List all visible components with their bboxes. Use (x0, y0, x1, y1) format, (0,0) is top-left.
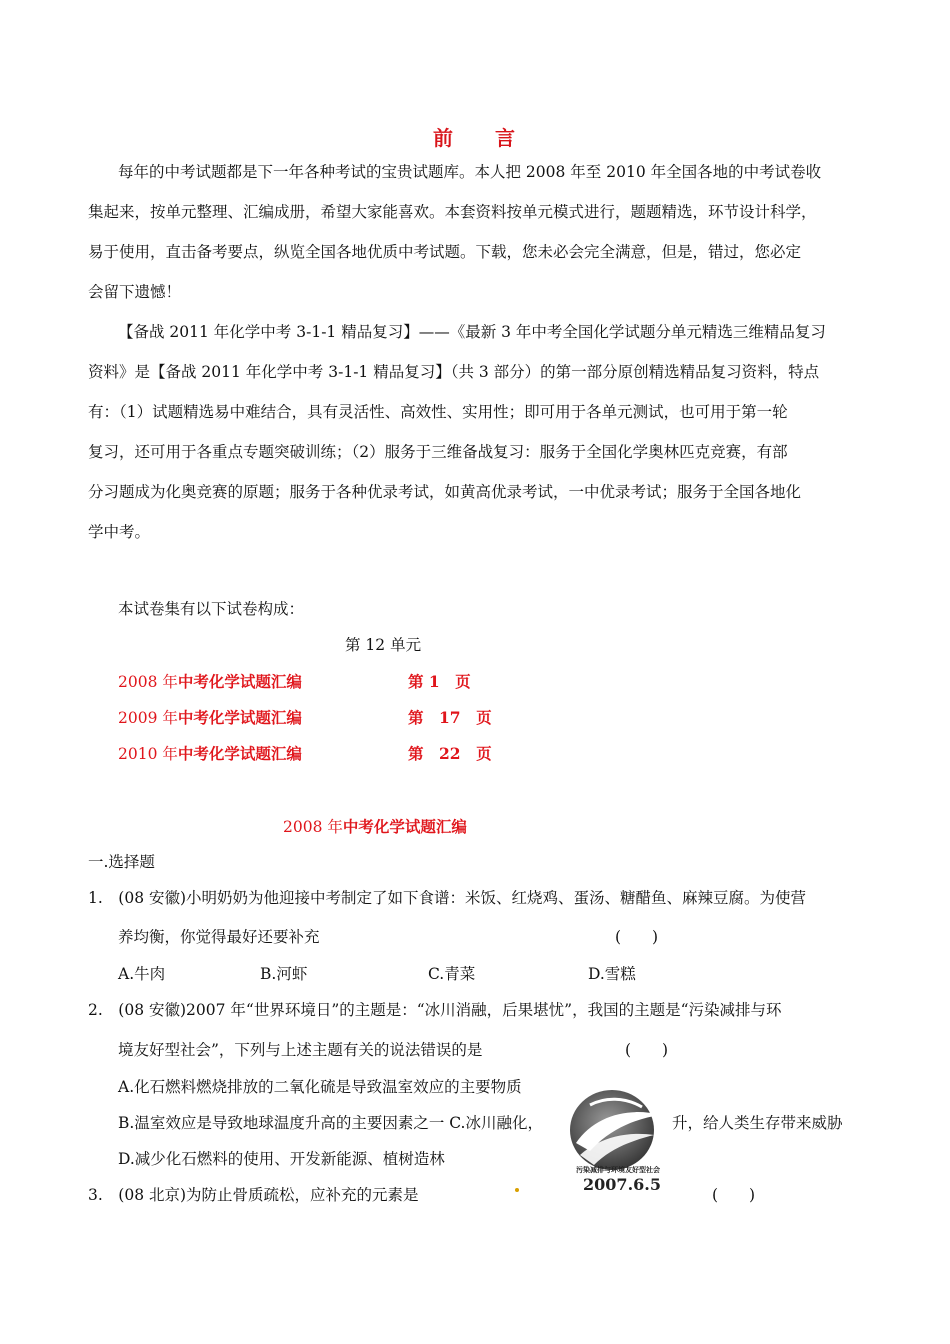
toc-name: 中考化学试题汇编 (177, 708, 302, 727)
preface-p2-line: 有：（1）试题精选易中难结合，具有灵活性、高效性、实用性；即可用于各单元测试，也可用于第一轮 (88, 403, 788, 421)
option-b[interactable]: B.河虾 (260, 965, 308, 983)
title-char-1: 前 (433, 126, 455, 150)
option-c[interactable]: C.青菜 (428, 965, 476, 983)
part-heading: 一.选择题 (88, 853, 155, 871)
option-d[interactable]: D.减少化石燃料的使用、开发新能源、植树造林 (118, 1150, 445, 1168)
page-title (0, 122, 950, 151)
toc-page: 第 22 页 (408, 744, 492, 763)
section-heading (283, 815, 467, 837)
question-text: 1. (08 安徽)小明奶奶为他迎接中考制定了如下食谱：米饭、红烧鸡、蛋汤、糖醋鱼、麻辣豆腐。为使营 (88, 889, 807, 907)
title-char-2: 言 (495, 126, 517, 150)
option-c-tail: 升，给人类生存带来威胁 (672, 1114, 843, 1132)
preface-p1-line: 集起来，按单元整理、汇编成册，希望大家能喜欢。本套资料按单元模式进行，题题精选，环节设计科学， (88, 203, 817, 221)
answer-paren: ( ) (615, 928, 659, 946)
toc-name: 中考化学试题汇编 (177, 744, 302, 763)
preface-p2-line: 【备战 2011 年化学中考 3-1-1 精品复习】——《最新 3 年中考全国化学试题分单元精选三维精品复习 (118, 323, 826, 341)
toc-name: 中考化学试题汇编 (177, 672, 302, 691)
question-text: 养均衡，你觉得最好还要补充 (118, 928, 320, 946)
question-text: 3. (08 北京)为防止骨质疏松，应补充的元素是 (88, 1186, 419, 1204)
option-a[interactable]: A.化石燃料燃烧排放的二氧化硫是导致温室效应的主要物质 (118, 1078, 522, 1096)
question-text: 境友好型社会”，下列与上述主题有关的说法错误的是 (118, 1041, 483, 1059)
environment-day-logo (550, 1085, 680, 1195)
preface-p2-line: 分习题成为化奥竞赛的原题；服务于各种优录考试，如黄高优录考试，一中优录考试；服务于全国各地化 (88, 483, 802, 501)
logo-caption: 污染减排与环境友好型社会 (576, 1166, 660, 1174)
toc-intro: 本试卷集有以下试卷构成： (118, 600, 305, 618)
option-b[interactable]: B.温室效应是导致地球温度升高的主要因素之一 C.冰川融化， (118, 1114, 543, 1132)
toc-page: 第 1 页 (408, 672, 471, 691)
preface-p1-line: 会留下遗憾！ (88, 283, 182, 301)
answer-paren: ( ) (625, 1041, 669, 1059)
section-name: 中考化学试题汇编 (342, 817, 467, 836)
toc-unit: 第 12 单元 (345, 636, 422, 654)
toc-year: 2009 年 (118, 709, 178, 727)
question-text: 2. (08 安徽)2007 年“世界环境日”的主题是：“冰川消融，后果堪忧”，我国的主题是“污染减排与环 (88, 1001, 782, 1019)
toc-year: 2008 年 (118, 673, 178, 691)
toc-year: 2010 年 (118, 745, 178, 763)
option-d[interactable]: D.雪糕 (588, 965, 636, 983)
preface-p1-line: 易于使用，直击备考要点，纵览全国各地优质中考试题。下载，您未必会完全满意，但是，错过，您必定 (88, 243, 802, 261)
preface-p1-line: 每年的中考试题都是下一年各种考试的宝贵试题库。本人把 2008 年至 2010 年全国各地的中考试卷收 (118, 163, 822, 181)
preface-p2-line: 复习，还可用于各重点专题突破训练；（2）服务于三维备战复习：服务于全国化学奥林匹克竞赛，有部 (88, 443, 788, 461)
option-a[interactable]: A.牛肉 (118, 965, 166, 983)
preface-p2-line: 资料》是【备战 2011 年化学中考 3-1-1 精品复习】（共 3 部分）的第一部分原创精选精品复习资料，特点 (88, 363, 820, 381)
preface-p2-line: 学中考。 (88, 523, 151, 541)
toc-page: 第 17 页 (408, 708, 492, 727)
logo-date: 2007.6.5 (583, 1175, 661, 1194)
answer-paren: ( ) (712, 1186, 756, 1204)
mark-dot (515, 1188, 519, 1192)
section-year: 2008 年 (283, 818, 343, 836)
